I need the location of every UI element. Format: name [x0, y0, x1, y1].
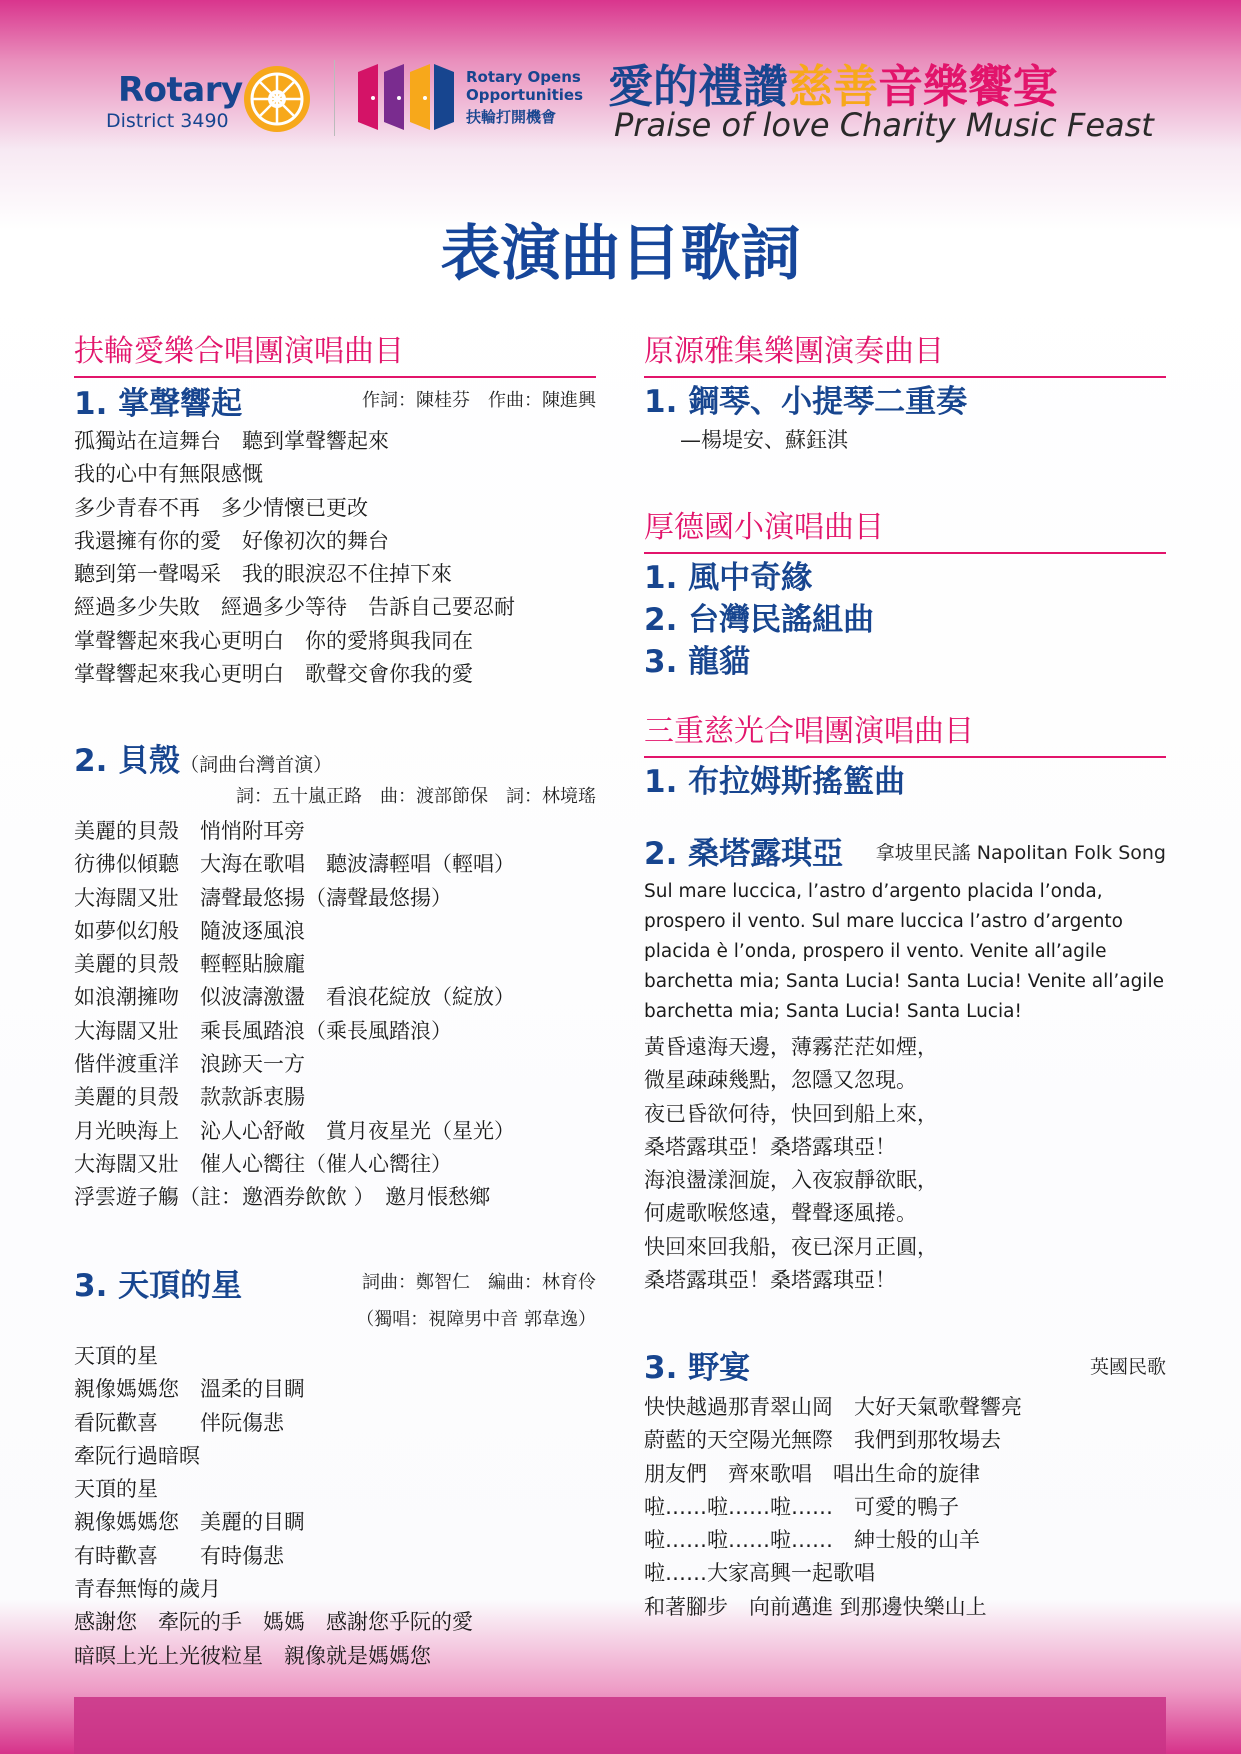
- lyric-line: 美麗的貝殼 輕輕貼臉龐: [74, 952, 305, 977]
- lyric-line: 我還擁有你的愛 好像初次的舞台: [74, 528, 389, 553]
- lyric-line: 經過多少失敗 經過多少等待 告訴自己要忍耐: [74, 595, 515, 620]
- song-credit: 英國民歌: [1089, 1356, 1166, 1378]
- song-credit: 拿坡里民謠 Napolitan Folk Song: [875, 842, 1166, 864]
- lyric-line: 我的心中有無限感慨: [74, 462, 263, 487]
- lyric-line: 快快越過那青翠山岡 大好天氣歌聲響亮: [644, 1395, 1022, 1419]
- section-heading-ensemble: 原源雅集樂團演奏曲目: [644, 326, 1166, 378]
- roo-text: [466, 68, 583, 104]
- lyric-line: 桑塔露琪亞！桑塔露琪亞！: [644, 1134, 896, 1159]
- song-credit: 詞：五十嵐正路 曲：渡部節保 詞：林境瑤: [236, 786, 596, 807]
- lyric-line: 青春無悔的歲月: [74, 1577, 221, 1602]
- event-title-part2: 慈善: [788, 60, 879, 113]
- lyric-line: 快回來回我船，夜已深月正圓，: [644, 1234, 938, 1259]
- lyrics-block: [644, 1031, 938, 1297]
- lyric-line: 夜已昏欲何待，快回到船上來，: [644, 1101, 938, 1126]
- lyric-line: 海浪盪漾洄旋，入夜寂靜欲眠，: [644, 1168, 938, 1193]
- event-title-part1: 愛的禮讚: [608, 60, 789, 113]
- lyric-line: 掌聲響起來我心更明白 歌聲交會你我的愛: [74, 662, 473, 687]
- lyric-line: 多少青春不再 多少情懷已更改: [74, 495, 368, 520]
- lyric-line: 牽阮行過暗暝: [74, 1443, 200, 1468]
- lyric-line: 啦……啦……啦…… 可愛的鴨子: [644, 1494, 959, 1519]
- lyrics-block: [74, 815, 515, 1215]
- lyric-line: 掌聲響起來我心更明白 你的愛將與我同在: [74, 628, 473, 653]
- footer-band: [74, 1697, 1166, 1754]
- song-credit-soloist: （獨唱：視障男中音 郭韋逸）: [356, 1309, 596, 1330]
- rotary-wordmark: Rotary: [118, 70, 243, 110]
- lyric-line: 親像媽媽您 美麗的目睭: [74, 1510, 305, 1535]
- song-title: 2. 台灣民謠組曲: [644, 602, 875, 638]
- lyric-line: barchetta mia; Santa Lucia! Santa Lucia!: [644, 1001, 1022, 1022]
- lyric-line: 啦……啦……啦…… 紳士般的山羊: [644, 1528, 980, 1553]
- song-title: 1. 風中奇緣: [644, 560, 813, 596]
- event-title-part3: 音樂饗宴: [878, 60, 1059, 113]
- lyric-line: 朋友們 齊來歌唱 唱出生命的旋律: [644, 1461, 980, 1486]
- latin-lyrics-block: [644, 877, 1174, 1027]
- performers: —楊堤安、蘇鈺淇: [680, 428, 848, 452]
- lyric-line: 大海闊又壯 乘長風踏浪（乘長風踏浪）: [74, 1018, 452, 1043]
- lyrics-block: [74, 1340, 473, 1673]
- song-title: 1. 鋼琴、小提琴二重奏: [644, 384, 968, 420]
- rotary-wheel-logo: [240, 62, 314, 136]
- lyric-line: 美麗的貝殼 款款訴衷腸: [74, 1085, 305, 1110]
- song-title: 3. 天頂的星: [74, 1268, 243, 1304]
- song-title: 3. 龍貓: [644, 644, 751, 680]
- song-title: 2. 桑塔露琪亞: [644, 836, 844, 872]
- lyric-line: 和著腳步 向前邁進 到那邊快樂山上: [644, 1594, 987, 1619]
- lyric-line: 感謝您 牽阮的手 媽媽 感謝您乎阮的愛: [74, 1610, 473, 1635]
- event-subtitle: Praise of love Charity Music Feast: [614, 106, 1154, 144]
- lyric-line: placida è l’onda, prospero il vento. Venite all’agile: [644, 941, 1107, 962]
- lyric-line: 聽到第一聲喝采 我的眼淚忍不住掉下來: [74, 562, 452, 587]
- lyric-line: prospero il vento. Sul mare luccica l’astro d’argento: [644, 911, 1124, 932]
- lyric-line: 月光映海上 沁人心舒敞 賞月夜星光（星光）: [74, 1118, 515, 1143]
- lyric-line: 親像媽媽您 溫柔的目睭: [74, 1377, 305, 1402]
- lyric-line: 啦……大家高興一起歌唱: [644, 1561, 875, 1586]
- lyric-line: 蔚藍的天空陽光無際 我們到那牧場去: [644, 1428, 1001, 1453]
- lyric-line: 如浪潮擁吻 似波濤激盪 看浪花綻放（綻放）: [74, 985, 515, 1010]
- lyric-line: 天頂的星: [74, 1477, 158, 1502]
- lyric-line: 天頂的星: [74, 1344, 158, 1368]
- song-credit: 詞曲：鄭智仁 編曲：林育伶: [362, 1272, 596, 1293]
- lyric-line: 桑塔露琪亞！桑塔露琪亞！: [644, 1268, 896, 1293]
- lyric-line: 暗暝上光上光彼粒星 親像就是媽媽您: [74, 1643, 431, 1668]
- song-title: 3. 野宴: [644, 1350, 751, 1386]
- lyric-line: Sul mare luccica, l’astro d’argento placida l’onda,: [644, 881, 1103, 902]
- lyric-line: 美麗的貝殼 悄悄附耳旁: [74, 819, 305, 843]
- rotary-opens-opportunities-logo: [356, 58, 456, 136]
- roo-line1: Rotary Opens: [466, 68, 581, 86]
- song-note: （詞曲台灣首演）: [180, 754, 333, 776]
- song-title-text: 2. 貝殼: [74, 743, 181, 779]
- lyrics-block: [74, 425, 515, 691]
- lyric-line: 黃昏遠海天邊，薄霧茫茫如煙，: [644, 1035, 938, 1059]
- section-heading-rotary-choir: 扶輪愛樂合唱團演唱曲目: [74, 326, 596, 378]
- district-label: District 3490: [106, 110, 229, 132]
- song-credit: 作詞：陳桂芬 作曲：陳進興: [362, 390, 596, 411]
- lyric-line: 看阮歡喜 伴阮傷悲: [74, 1410, 284, 1435]
- roo-chinese: 扶輪打開機會: [466, 108, 557, 126]
- lyric-line: 偕伴渡重洋 浪跡天一方: [74, 1052, 305, 1077]
- lyric-line: 如夢似幻般 隨波逐風浪: [74, 918, 305, 943]
- roo-line2: Opportunities: [466, 86, 584, 104]
- header-divider: [334, 60, 335, 136]
- lyric-line: 浮雲遊子觴（註：邀酒券飲飲 ） 邀月悵愁鄉: [74, 1185, 491, 1210]
- lyric-line: 孤獨站在這舞台 聽到掌聲響起來: [74, 429, 389, 453]
- song-title: 1. 布拉姆斯搖籃曲: [644, 764, 906, 800]
- lyric-line: 大海闊又壯 催人心嚮往（催人心嚮往）: [74, 1151, 452, 1176]
- lyric-line: 微星疎疎幾點，忽隱又忽現。: [644, 1068, 917, 1093]
- section-heading-sanchong-choir: 三重慈光合唱團演唱曲目: [644, 706, 1166, 758]
- song-title: [74, 735, 332, 780]
- page-title: 表演曲目歌詞: [440, 219, 801, 289]
- lyric-line: 有時歡喜 有時傷悲: [74, 1543, 284, 1568]
- lyric-line: 彷彿似傾聽 大海在歌唱 聽波濤輕唱（輕唱）: [74, 852, 515, 877]
- lyric-line: 何處歌喉悠遠，聲聲逐風捲。: [644, 1201, 917, 1226]
- song-title: 1. 掌聲響起: [74, 386, 243, 422]
- section-heading-school: 厚德國小演唱曲目: [644, 502, 1166, 554]
- lyric-line: barchetta mia; Santa Lucia! Santa Lucia! Venite all’agile: [644, 971, 1164, 992]
- lyrics-block: [644, 1391, 1022, 1624]
- lyric-line: 大海闊又壯 濤聲最悠揚（濤聲最悠揚）: [74, 885, 452, 910]
